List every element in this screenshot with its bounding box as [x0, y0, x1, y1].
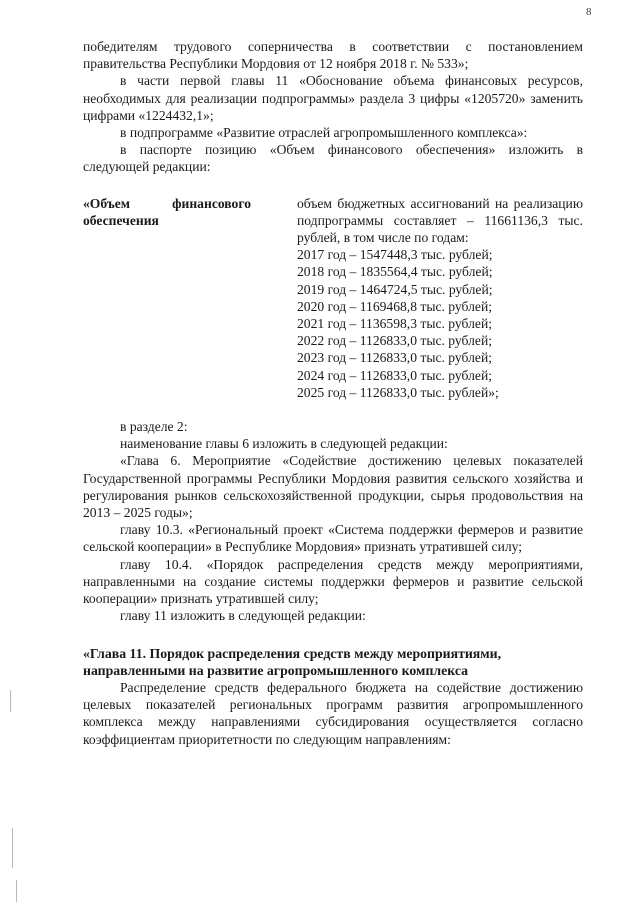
- year-line: 2023 год – 1126833,0 тыс. рублей;: [297, 350, 492, 366]
- passport-intro: объем бюджетных ассигнований на реализацию подпрограммы составляет – 11661136,3 тыс. рублей, в том числе по годам:: [297, 195, 583, 246]
- paragraph-section2: в разделе 2:: [120, 419, 188, 435]
- paragraph-chapter11: главу 11 изложить в следующей редакции:: [120, 608, 366, 624]
- scan-margin-mark: [12, 828, 13, 868]
- year-line: 2017 год – 1547448,3 тыс. рублей;: [297, 247, 493, 263]
- year-line: 2020 год – 1169468,8 тыс. рублей;: [297, 298, 492, 314]
- paragraph-0: победителям трудового соперничества в соответствии с постановлением правительства Республики Мордовия от 12 ноября 2018 г. № 533»;: [83, 39, 583, 72]
- paragraph-chapter6-text: «Глава 6. Мероприятие «Содействие достижению целевых показателей Государственной программы Республики Мордовия развития сельского хозяйства и регулирования рынков сельскохозяйственной продукции, сырья продовольствия на 2013 – 2025 годы»;: [83, 453, 583, 521]
- year-line: 2025 год – 1126833,0 тыс. рублей»;: [297, 384, 499, 400]
- passport-value-cell: [297, 195, 583, 401]
- passport-label-line2: обеспечения: [83, 212, 159, 228]
- page-number: 8: [586, 6, 592, 18]
- paragraph-chapter10-4: главу 10.4. «Порядок распределения средств между мероприятиями, направленными на создание системы поддержки фермеров и развитие сельской кооперации» признать утратившей силу;: [83, 556, 583, 607]
- year-line: 2021 год – 1136598,3 тыс. рублей;: [297, 316, 492, 332]
- paragraph-distribution: Распределение средств федерального бюджета на содействие достижению целевых показателей региональных программ развития агропромышленного комплекса между направлениями субсидирования осуществляется согласно коэффициентам приоритетности по следующим направлениям:: [83, 679, 583, 747]
- year-line: 2024 год – 1126833,0 тыс. рублей;: [297, 367, 492, 383]
- year-line: 2022 год – 1126833,0 тыс. рублей;: [297, 333, 492, 349]
- scan-margin-mark: [10, 690, 11, 712]
- paragraph-1: в части первой главы 11 «Обоснование объема финансовых ресурсов, необходимых для реализации подпрограммы» раздела 3 цифры «1205720» заменить цифрами «1224432,1»;: [83, 73, 583, 123]
- paragraph-chapter10-3: главу 10.3. «Региональный проект «Система поддержки фермеров и развитие сельской кооперации» в Республике Мордовия» признать утратившей силу;: [83, 522, 583, 555]
- chapter-11-heading-line2: направленными на развитие агропромышленного комплекса: [83, 662, 469, 678]
- passport-label-line1: «Объем финансового: [83, 195, 251, 211]
- passport-table: [83, 195, 583, 401]
- passport-label-cell: [83, 195, 251, 401]
- year-line: 2018 год – 1835564,4 тыс. рублей;: [297, 264, 493, 280]
- paragraph-2: в подпрограмме «Развитие отраслей агропромышленного комплекса»:: [120, 125, 528, 141]
- paragraph-3: в паспорте позицию «Объем финансового обеспечения» изложить в следующей редакции:: [83, 142, 583, 175]
- chapter-11-heading-line1: «Глава 11. Порядок распределения средств между мероприятиями,: [83, 645, 502, 661]
- paragraph-chapter6-title: наименование главы 6 изложить в следующей редакции:: [120, 436, 448, 452]
- scan-margin-mark: [16, 880, 17, 902]
- document-body: [83, 38, 583, 748]
- year-line: 2019 год – 1464724,5 тыс. рублей;: [297, 281, 493, 297]
- chapter-11-heading: [83, 645, 583, 679]
